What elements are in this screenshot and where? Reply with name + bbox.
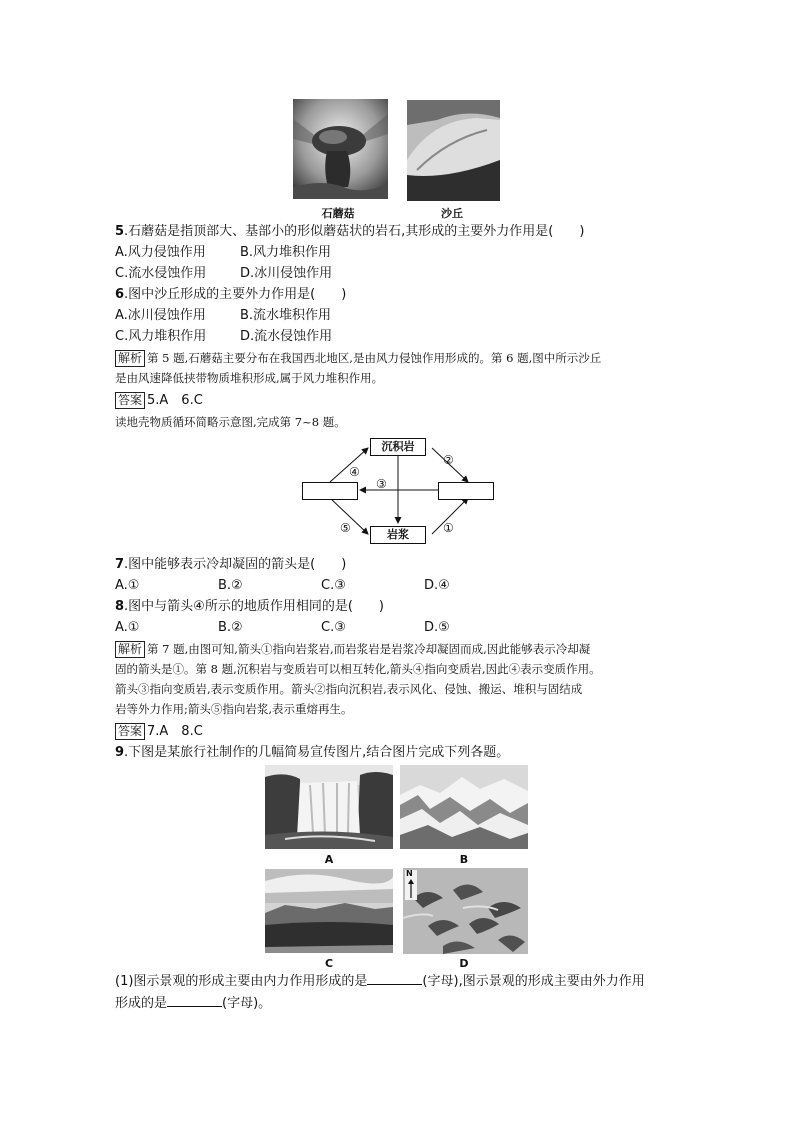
mushroom-rock-photo <box>293 99 388 199</box>
photo-c-lake <box>265 869 393 953</box>
option-a[interactable]: A.冰川侵蚀作用 <box>115 308 206 323</box>
question-number: 8 <box>115 599 125 614</box>
answer-text: 7.A 8.C <box>147 724 203 739</box>
arrow-label-5: ⑤ <box>340 521 351 535</box>
question-5 <box>115 223 584 241</box>
question-text: .图中能够表示冷却凝固的箭头是( ) <box>124 557 347 572</box>
photo-d-dunes <box>403 868 528 954</box>
explanation-line: 岩等外力作用;箭头⑤指向岩浆,表示重熔再生。 <box>115 702 353 716</box>
north-label: N <box>406 869 413 878</box>
answer-5-6 <box>115 392 203 410</box>
explanation-5-6 <box>115 348 695 388</box>
answer-blank-2[interactable] <box>167 994 222 1007</box>
question-9-part-1 <box>115 972 645 991</box>
answer-7-8 <box>115 723 203 741</box>
sand-dune-photo <box>407 100 500 201</box>
rock-cycle-diagram <box>300 436 500 548</box>
right-blank-box <box>438 482 494 500</box>
explanation-line: 固的箭头是①。第 8 题,沉积岩与变质岩可以相互转化,箭头④指向变质岩,因此④表示变质作用。 <box>115 662 601 676</box>
arrow-label-2: ② <box>443 453 454 467</box>
arrow-label-3: ③ <box>376 477 387 491</box>
photo-a-caption: A <box>324 853 334 866</box>
explanation-tag: 解析 <box>115 350 145 367</box>
explanation-line: 第 5 题,石蘑菇主要分布在我国西北地区,是由风力侵蚀作用形成的。第 6 题,图中所示沙丘 <box>147 351 602 365</box>
explanation-line: 是由风速降低挟带物质堆积形成,属于风力堆积作用。 <box>115 371 384 385</box>
mushroom-rock-caption: 石蘑菇 <box>321 207 355 220</box>
explanation-7-8 <box>115 639 695 719</box>
option-c[interactable]: C.流水侵蚀作用 <box>115 266 207 281</box>
option-b[interactable]: B.② <box>218 620 243 635</box>
question-number: 9 <box>115 745 125 760</box>
question-text: .下图是某旅行社制作的几幅简易宣传图片,结合图片完成下列各题。 <box>124 745 510 760</box>
sedimentary-rock-box: 沉积岩 <box>370 438 426 456</box>
q6-options-row1 <box>115 307 365 325</box>
q8-options <box>115 619 527 637</box>
option-a[interactable]: A.① <box>115 578 140 593</box>
question-number: 6 <box>115 287 125 302</box>
sand-dune-caption: 沙丘 <box>441 207 463 220</box>
option-a[interactable]: A.① <box>115 620 140 635</box>
arrow-label-1: ① <box>443 521 454 535</box>
q9-1-text-a: (1)图示景观的形成主要由内力作用形成的是 <box>115 974 368 989</box>
q9-1-text-b: (字母),图示景观的形成主要由外力作用 <box>422 974 645 989</box>
option-b[interactable]: B.流水堆积作用 <box>240 308 332 323</box>
option-c[interactable]: C.③ <box>321 620 346 635</box>
q6-options-row2 <box>115 328 365 346</box>
question-text: .图中沙丘形成的主要外力作用是( ) <box>124 287 347 302</box>
answer-tag: 答案 <box>115 392 145 409</box>
photo-a-waterfall <box>265 765 393 849</box>
explanation-line: 箭头③指向变质岩,表示变质作用。箭头②指向沉积岩,表示风化、侵蚀、搬运、堆积与固结成 <box>115 682 583 696</box>
arrow-label-4: ④ <box>349 465 360 479</box>
option-d[interactable]: D.流水侵蚀作用 <box>240 329 333 344</box>
photo-b-caption: B <box>459 853 469 866</box>
question-number: 5 <box>115 224 125 239</box>
answer-blank-1[interactable] <box>367 972 422 985</box>
option-b[interactable]: B.风力堆积作用 <box>240 245 332 260</box>
question-text: .图中与箭头④所示的地质作用相同的是( ) <box>124 599 384 614</box>
option-d[interactable]: D.⑤ <box>424 620 450 635</box>
option-a[interactable]: A.风力侵蚀作用 <box>115 245 206 260</box>
photo-d-caption: D <box>459 957 469 970</box>
explanation-line: 第 7 题,由图可知,箭头①指向岩浆岩,而岩浆岩是岩浆冷却凝固而成,因此能够表示冷却凝 <box>147 642 591 656</box>
photo-c-caption: C <box>324 957 334 970</box>
question-8 <box>115 598 384 616</box>
photo-b-mountains <box>400 765 528 849</box>
option-d[interactable]: D.冰川侵蚀作用 <box>240 266 333 281</box>
question-number: 7 <box>115 557 125 572</box>
option-c[interactable]: C.风力堆积作用 <box>115 329 207 344</box>
q5-options-row1 <box>115 244 365 262</box>
q5-options-row2 <box>115 265 365 283</box>
left-blank-box <box>302 482 358 500</box>
intro-7-8: 读地壳物质循环简略示意图,完成第 7~8 题。 <box>115 415 346 429</box>
question-text: .石蘑菇是指顶部大、基部小的形似蘑菇状的岩石,其形成的主要外力作用是( ) <box>124 224 585 239</box>
option-c[interactable]: C.③ <box>321 578 346 593</box>
answer-tag: 答案 <box>115 723 145 740</box>
q9-1-text-c: 形成的是 <box>115 996 168 1011</box>
option-b[interactable]: B.② <box>218 578 243 593</box>
q7-options <box>115 577 527 595</box>
question-9 <box>115 744 509 762</box>
magma-box: 岩浆 <box>370 526 426 544</box>
answer-text: 5.A 6.C <box>147 393 203 408</box>
question-9-part-1-cont <box>115 994 271 1013</box>
question-7 <box>115 556 346 574</box>
option-d[interactable]: D.④ <box>424 578 450 593</box>
question-6 <box>115 286 346 304</box>
explanation-tag: 解析 <box>115 641 145 658</box>
q9-1-text-d: (字母)。 <box>222 996 272 1011</box>
